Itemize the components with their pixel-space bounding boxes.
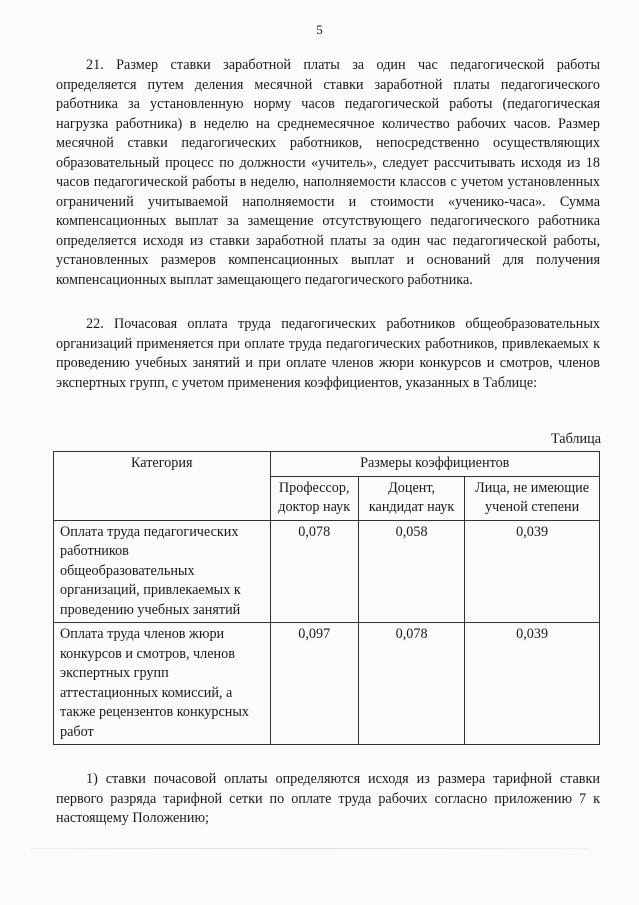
header-coefficients: Размеры коэффициентов: [270, 452, 600, 477]
table-row: [54, 520, 600, 623]
subheader-docent: Доцент, кандидат наук: [358, 476, 464, 520]
subheader-professor: Профессор, доктор наук: [270, 476, 358, 520]
row-value-docent: 0,058: [358, 520, 464, 623]
table-header-row: [54, 452, 600, 477]
paragraph-subitem-1: 1) ставки почасовой оплаты определяются исходя из размера тарифной ставки первого разряда тарифной сетки по оплате труда рабочих согласно приложению 7 к настоящему Положению;: [56, 771, 600, 826]
row-value-no-degree: 0,039: [465, 520, 600, 623]
row-category: Оплата труда членов жюри конкурсов и смотров, членов экспертных групп аттестационных комиссий, а также рецензентов конкурсных работ: [54, 623, 271, 745]
coefficients-table: [53, 451, 600, 745]
paragraph-22: 22. Почасовая оплата труда педагогических работников общеобразовательных организаций применяется при оплате труда педагогических работников, привлекаемых к проведению учебных занятий и при оплате членов жюри конкурсов и смотров, членов экспертных групп, с учетом применения коэффициентов, указанных в Таблице:: [56, 316, 600, 391]
row-category: Оплата труда педагогических работников общеобразовательных организаций, привлекаемых к проведению учебных занятий: [54, 520, 271, 623]
scan-artifact-line: [30, 848, 590, 849]
table-row: [54, 623, 600, 745]
row-value-docent: 0,078: [358, 623, 464, 745]
header-category: Категория: [54, 452, 271, 521]
row-value-no-degree: 0,039: [465, 623, 600, 745]
subheader-no-degree: Лица, не имеющие ученой степени: [465, 476, 600, 520]
paragraph-21: 21. Размер ставки заработной платы за один час педагогической работы определяется путем деления месячной ставки заработной платы педагогического работника за установленную норму часов педагогической работы (педагогическая нагрузка работника) в неделю на среднемесячное количество рабочих часов. Размер месячной ставки педагогических работников, непосредственно осуществляющих образовательный процесс по должности «учитель», следует рассчитывать исходя из 18 часов педагогической работы в неделю, наполняемости классов с учетом установленных ограничений учитываемой наполняемости и стоимости «ученико-часа». Сумма компенсационных выплат за замещение отсутствующего педагогического работника определяется исходя из ставки заработной платы за один час педагогической работы, установленных размеров компенсационных выплат и оснований для получения компенсационных выплат замещающего педагогического работника.: [56, 57, 600, 288]
page-number: 5: [316, 22, 323, 37]
row-value-professor: 0,078: [270, 520, 358, 623]
table-caption: Таблица: [550, 431, 601, 447]
row-value-professor: 0,097: [270, 623, 358, 745]
